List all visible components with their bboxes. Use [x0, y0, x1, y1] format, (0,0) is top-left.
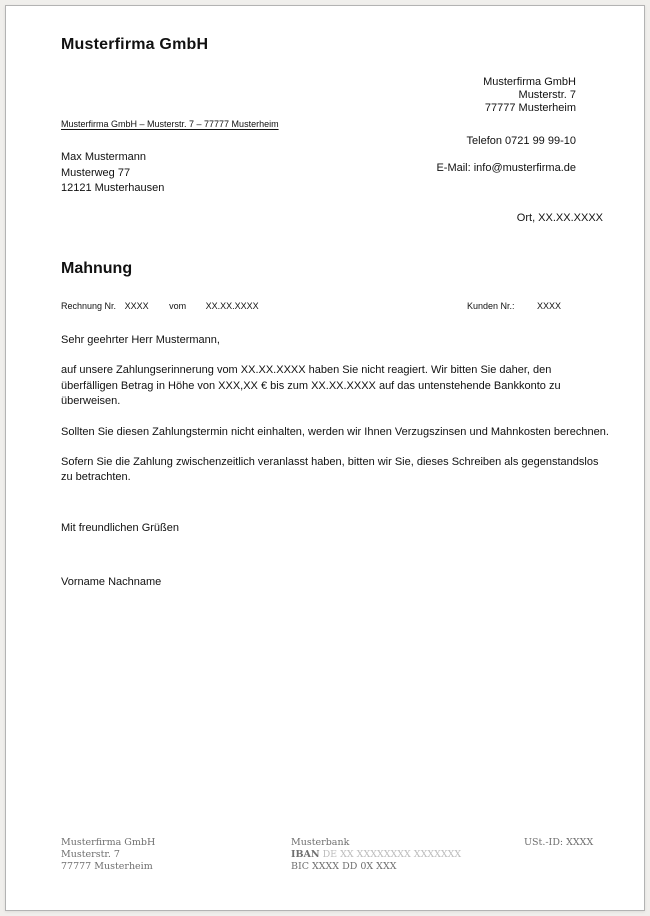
customer-number-label: Kunden Nr.:: [467, 301, 515, 311]
sender-address-line: Musterstr. 7: [518, 89, 576, 101]
recipient-name: Max Mustermann: [61, 151, 146, 163]
letter-page: [5, 5, 645, 911]
customer-reference-line: [467, 301, 561, 311]
sender-address-line: Musterfirma GmbH: [483, 76, 576, 88]
iban-masked-value: DE XX XXXXXXXX XXXXXXX: [322, 849, 462, 860]
sender-address-line: 77777 Musterheim: [484, 102, 576, 114]
iban-label: IBAN: [291, 849, 320, 860]
recipient-city: 12121 Musterhausen: [61, 182, 165, 194]
salutation: Sehr geehrter Herr Mustermann,: [61, 334, 220, 346]
footer-company-line: 77777 Musterheim: [61, 861, 153, 872]
footer-bank-name: Musterbank: [291, 837, 350, 848]
body-paragraph: Sofern Sie die Zahlung zwischenzeitlich veranlasst haben, bitten wir Sie, dieses Schreiben als gegenstandslos zu betrachten.: [61, 456, 599, 484]
closing-line: Mit freundlichen Grüßen: [61, 522, 179, 534]
footer-vat-id: USt.-ID: XXXX: [524, 837, 594, 848]
footer-company-line: Musterfirma GmbH: [61, 837, 156, 848]
body-paragraph: auf unsere Zahlungserinnerung vom XX.XX.XXXX haben Sie nicht reagiert. Wir bitten Sie daher, den überfälligen Betrag in Höhe von XXX,XX € bis zum XX.XX.XXXX auf das untenstehende Bankkonto zu überweisen.: [61, 364, 561, 408]
signature-name: Vorname Nachname: [61, 576, 162, 588]
customer-number-value: XXXX: [537, 301, 562, 311]
recipient-street: Musterweg 77: [61, 166, 131, 179]
recipient-address-block: [61, 150, 164, 197]
invoice-number-value: XXXX: [124, 301, 149, 311]
footer-company-block: [61, 837, 155, 873]
footer-company-line: Musterstr. 7: [61, 849, 120, 860]
subject-heading: Mahnung: [61, 260, 133, 277]
invoice-number-label: Rechnung Nr.: [61, 301, 117, 311]
place-date-line: Ort, XX.XX.XXXX: [516, 212, 603, 224]
sender-phone: Telefon 0721 99 99-10: [466, 135, 576, 147]
company-title: Musterfirma GmbH: [61, 36, 209, 53]
footer-bic-line: BIC XXXX DD 0X XXX: [291, 861, 397, 872]
sender-address-block: [436, 76, 576, 175]
letter-body: [61, 333, 611, 501]
footer-bank-block: [291, 837, 461, 873]
footer-iban-line: [291, 849, 461, 861]
invoice-date-label: vom: [169, 301, 187, 311]
invoice-reference-line: [61, 301, 259, 311]
invoice-date-value: XX.XX.XXXX: [205, 301, 259, 311]
sender-email: E-Mail: info@musterfirma.de: [436, 162, 576, 174]
return-address-line: Musterfirma GmbH – Musterstr. 7 – 77777 Musterheim: [61, 119, 279, 129]
body-paragraph: Sollten Sie diesen Zahlungstermin nicht einhalten, werden wir Ihnen Verzugszinsen und Mahnkosten berechnen.: [61, 425, 609, 438]
